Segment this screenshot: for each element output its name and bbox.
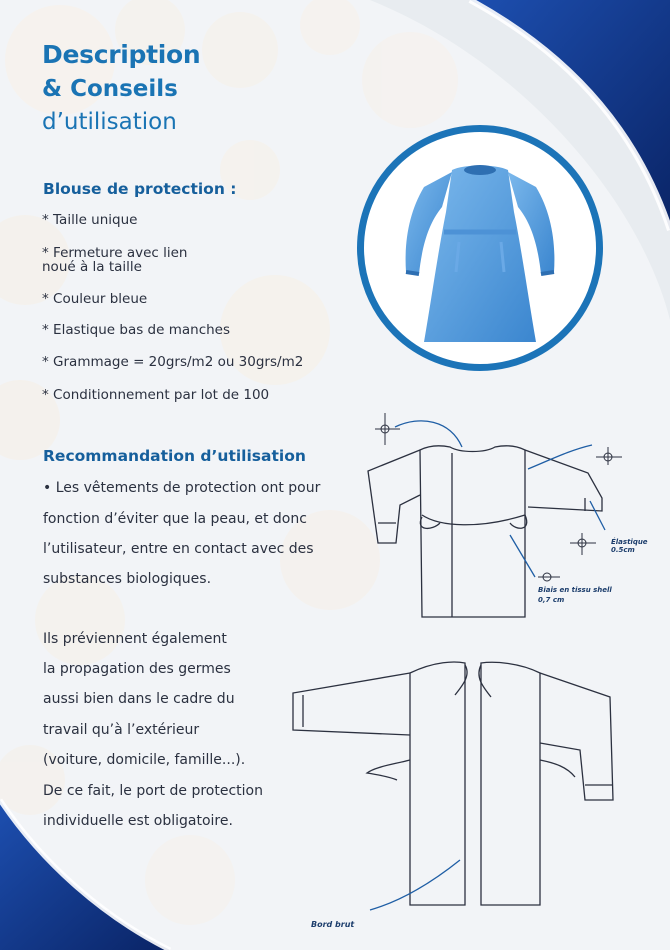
recommendation-line: la propagation des germes <box>43 661 231 677</box>
recommendation-line: De ce fait, le port de protection <box>43 783 263 799</box>
title-conseils: & Conseils <box>42 76 178 102</box>
recommendation-line: (voiture, domicile, famille...). <box>43 752 246 768</box>
recommendation-line: fonction d’éviter que la peau, et donc <box>43 511 307 527</box>
product-heading: Blouse de protection : <box>43 180 237 198</box>
product-photo <box>357 125 603 371</box>
bullet-size: * Taille unique <box>42 212 138 228</box>
gown-back-diagram <box>285 655 635 920</box>
gown-front-diagram <box>360 405 660 620</box>
recommendation-line: l’utilisateur, entre en contact avec des <box>43 541 314 557</box>
recommendation-line: individuelle est obligatoire. <box>43 813 233 829</box>
bullet-color: * Couleur bleue <box>42 291 148 307</box>
recommendation-line: Ils préviennent également <box>43 631 227 647</box>
recommendation-line: • Les vêtements de protection ont pour <box>43 480 321 496</box>
bullet-packaging: * Conditionnement par lot de 100 <box>42 387 270 403</box>
label-binding: Biais en tissu shell <box>538 586 612 594</box>
recommendation-line: substances biologiques. <box>43 571 212 587</box>
title-description: Description <box>42 40 201 69</box>
label-elastic: Élastique 0.5cm <box>611 538 648 554</box>
title-utilisation: d’utilisation <box>42 109 177 135</box>
bullet-closure-cont: noué à la taille <box>42 259 142 275</box>
recommendation-line: travail qu’à l’extérieur <box>43 722 200 738</box>
label-binding-size: 0,7 cm <box>538 596 565 604</box>
blue-gown-image <box>364 132 596 364</box>
bullet-closure: * Fermeture avec lien <box>42 245 188 261</box>
label-raw-edge: Bord brut <box>311 920 355 929</box>
recommendation-heading: Recommandation d’utilisation <box>43 447 306 465</box>
bullet-weight: * Grammage = 20grs/m2 ou 30grs/m2 <box>42 354 304 370</box>
recommendation-line: aussi bien dans le cadre du <box>43 691 235 707</box>
bullet-elastic: * Elastique bas de manches <box>42 322 231 338</box>
